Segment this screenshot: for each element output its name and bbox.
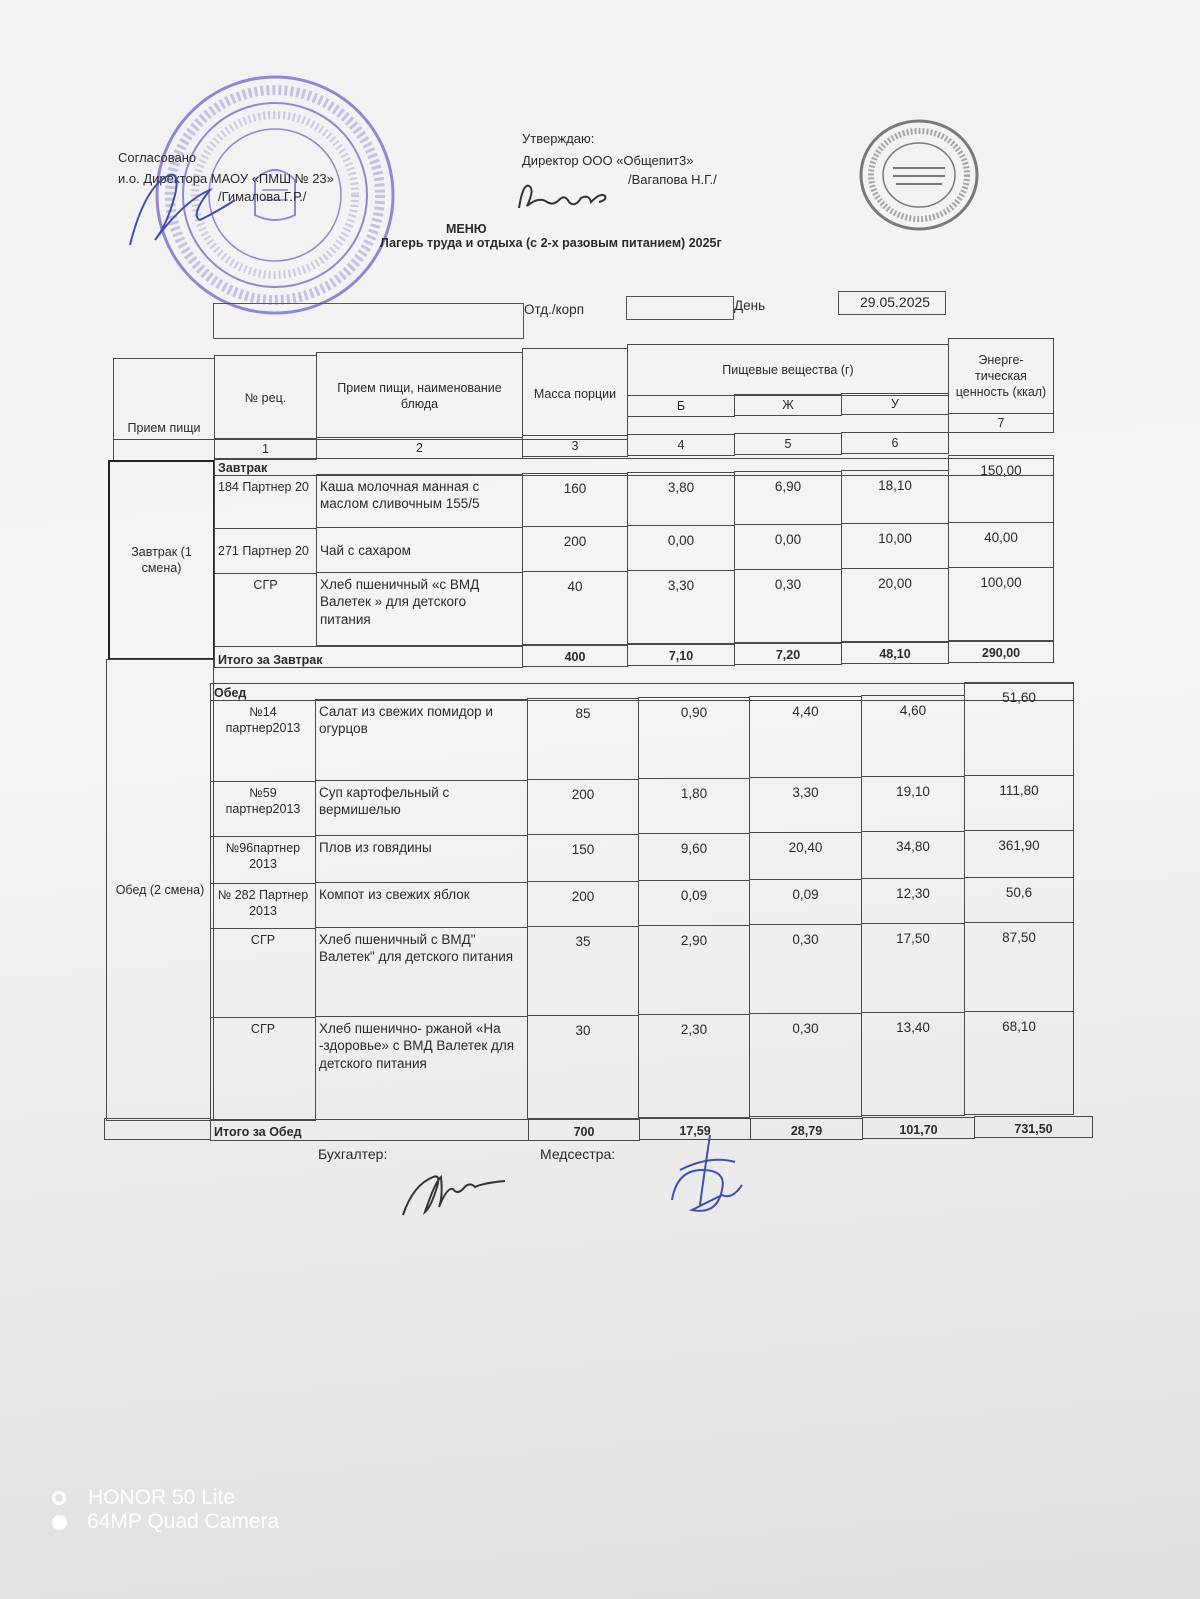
- camera-watermark: [52, 1486, 279, 1534]
- breakfast-total-u: 48,10: [841, 642, 949, 664]
- lunch-row-4-e: 50,6: [964, 877, 1074, 923]
- header-meal: Прием пищи: [113, 358, 215, 440]
- lunch-row-5-zh: 0,30: [749, 924, 862, 1014]
- lunch-row-2-e: 111,80: [964, 775, 1074, 831]
- nurse-signature: [650, 1130, 780, 1220]
- lunch-row-5-mass: 35: [527, 926, 639, 1016]
- header-mass: Масса порции: [522, 348, 628, 440]
- lunch-row-3-mass: 150: [527, 834, 639, 882]
- breakfast-row-2-e: 40,00: [948, 522, 1054, 568]
- header-nutrients: Пищевые вещества (г): [627, 344, 949, 396]
- breakfast-row-3-b: 3,30: [627, 570, 735, 644]
- lunch-row-6-mass: 30: [527, 1015, 639, 1119]
- breakfast-row-3-u: 20,00: [841, 568, 949, 642]
- approve-position: Директор ООО «Общепит3»: [522, 153, 694, 168]
- lunch-row-1-dish: Салат из свежих помидор и огурцов: [315, 699, 528, 781]
- menu-subtitle: Лагерь труда и отдыха (с 2-х разовым питанием) 2025г: [380, 236, 722, 250]
- lunch-row-2-zh: 3,30: [749, 777, 862, 833]
- accountant-signature: [395, 1165, 535, 1225]
- col-number-3: 3: [522, 435, 628, 457]
- lunch-total-label: Итого за Обед: [210, 1119, 529, 1141]
- lunch-row-3-u: 34,80: [861, 831, 965, 879]
- header-energy: Энерге- тическая ценность (ккал): [948, 338, 1054, 414]
- lunch-row-2-u: 19,10: [861, 776, 965, 832]
- ring-icon: [52, 1491, 66, 1505]
- breakfast-total-zh: 7,20: [734, 643, 842, 665]
- breakfast-row-2-rec: 271 Партнер 20: [214, 528, 317, 574]
- agreed-name: /Гималова Г.Р./: [218, 189, 307, 204]
- col-number-blank: [113, 439, 215, 461]
- lunch-row-6-zh: 0,30: [749, 1013, 862, 1117]
- header-b: Б: [627, 395, 735, 417]
- lunch-row-3-b: 9,60: [638, 833, 750, 881]
- lunch-row-1-rec: №14 партнер2013: [210, 700, 316, 782]
- lunch-row-4-b: 0,09: [638, 880, 750, 926]
- dept-field-box: [626, 296, 734, 320]
- manager-signature: [514, 178, 624, 218]
- breakfast-row-1-dish: Каша молочная манная с маслом сливочным 155/5: [316, 474, 523, 528]
- breakfast-meal-label: Завтрак (1 смена): [108, 460, 215, 660]
- breakfast-total-mass: 400: [522, 645, 628, 667]
- lunch-row-6-rec: СГР: [210, 1017, 316, 1121]
- nurse-label: Медсестра:: [540, 1146, 616, 1162]
- breakfast-row-1-zh: 6,90: [734, 471, 842, 525]
- breakfast-row-1-mass: 160: [522, 473, 628, 527]
- approve-name: /Вагапова Н.Г./: [628, 172, 717, 187]
- breakfast-row-3-e: 100,00: [948, 567, 1054, 641]
- lunch-row-5-dish: Хлеб пшеничный с ВМД" Валетек" для детского питания: [315, 927, 528, 1017]
- breakfast-total-label: Итого за Завтрак: [214, 646, 523, 668]
- name-field-box: [213, 303, 524, 339]
- breakfast-row-2-zh: 0,00: [734, 524, 842, 570]
- lunch-row-5-rec: СГР: [210, 928, 316, 1018]
- approve-label: Утверждаю:: [522, 131, 595, 146]
- lunch-row-1-b: 0,90: [638, 697, 750, 779]
- lunch-row-2-dish: Суп картофельный с вермишелью: [315, 780, 528, 836]
- lunch-row-6-u: 13,40: [861, 1012, 965, 1116]
- lunch-row-1-u: 4,60: [861, 695, 965, 777]
- lunch-meal-label: Обед (2 смена): [106, 659, 214, 1121]
- breakfast-row-2-u: 10,00: [841, 523, 949, 569]
- camera-model: HONOR 50 Lite: [88, 1486, 236, 1509]
- lunch-row-3-e: 361,90: [964, 830, 1074, 878]
- col-number-2: 2: [316, 437, 523, 459]
- lunch-total-e: 731,50: [974, 1116, 1093, 1138]
- lunch-total-blank: [104, 1118, 211, 1140]
- lunch-row-1-e: 51,60: [964, 682, 1074, 776]
- breakfast-section: Завтрак: [214, 458, 1054, 476]
- breakfast-total-e: 290,00: [948, 641, 1054, 663]
- header-dish: Прием пищи, наименование блюда: [316, 352, 523, 440]
- col-number-7: 7: [948, 413, 1054, 433]
- lunch-row-5-b: 2,90: [638, 925, 750, 1015]
- lunch-row-4-u: 12,30: [861, 878, 965, 924]
- breakfast-row-3-dish: Хлеб пшеничный «с ВМД Валетек » для детского питания: [316, 572, 523, 646]
- lunch-row-2-rec: №59 партнер2013: [210, 781, 316, 837]
- lunch-row-4-zh: 0,09: [749, 879, 862, 925]
- col-number-4: 4: [627, 434, 735, 456]
- header-zh: Ж: [734, 394, 842, 416]
- camera-spec-line: [52, 1510, 279, 1534]
- camera-model-line: [52, 1486, 279, 1510]
- camera-spec: 64MP Quad Camera: [87, 1510, 280, 1533]
- lunch-row-3-zh: 20,40: [749, 832, 862, 880]
- lunch-row-4-dish: Компот из свежих яблок: [315, 882, 528, 928]
- dot-icon: [52, 1515, 67, 1530]
- header-u: У: [841, 393, 949, 415]
- lunch-total-zh: 28,79: [750, 1118, 863, 1140]
- lunch-row-1-mass: 85: [527, 698, 639, 780]
- menu-title: МЕНЮ: [446, 222, 487, 236]
- breakfast-total-b: 7,10: [627, 644, 735, 666]
- lunch-row-2-b: 1,80: [638, 778, 750, 834]
- lunch-row-4-rec: № 282 Партнер 2013: [210, 883, 316, 929]
- breakfast-row-3-rec: СГР: [214, 573, 317, 647]
- lunch-row-5-e: 87,50: [964, 922, 1074, 1012]
- lunch-row-6-dish: Хлеб пшенично- ржаной «На -здоровье» с ВМД Валетек для детского питания: [315, 1016, 528, 1120]
- company-stamp: [858, 118, 980, 233]
- lunch-row-4-mass: 200: [527, 881, 639, 927]
- lunch-row-6-b: 2,30: [638, 1014, 750, 1118]
- lunch-row-2-mass: 200: [527, 779, 639, 835]
- lunch-total-b: 17,59: [639, 1118, 751, 1140]
- lunch-row-1-zh: 4,40: [749, 696, 862, 778]
- breakfast-row-2-b: 0,00: [627, 525, 735, 571]
- director-signature: [120, 160, 240, 260]
- lunch-total-mass: 700: [528, 1119, 640, 1141]
- col-number-5: 5: [734, 433, 842, 455]
- agreed-position: и.о. Директора МАОУ «ПМШ № 23»: [118, 171, 334, 186]
- accountant-label: Бухгалтер:: [318, 1146, 388, 1162]
- breakfast-row-1-u: 18,10: [841, 470, 949, 524]
- header-rec: № рец.: [214, 355, 317, 440]
- breakfast-row-1-rec: 184 Партнер 20: [214, 475, 317, 529]
- breakfast-row-1-e: 150,00: [948, 455, 1054, 523]
- lunch-row-3-rec: №96партнер 2013: [210, 836, 316, 884]
- lunch-row-5-u: 17,50: [861, 923, 965, 1013]
- breakfast-row-2-mass: 200: [522, 526, 628, 572]
- date-value: 29.05.2025: [860, 294, 931, 310]
- lunch-row-3-dish: Плов из говядины: [315, 835, 528, 883]
- breakfast-row-2-dish: Чай с сахаром: [316, 527, 523, 573]
- agreed-label: Согласовано: [118, 150, 197, 165]
- lunch-section: Обед: [210, 683, 1074, 701]
- day-label: День: [734, 298, 766, 313]
- breakfast-row-1-b: 3,80: [627, 472, 735, 526]
- col-number-1: 1: [214, 438, 317, 460]
- col-number-6: 6: [841, 432, 949, 454]
- lunch-total-u: 101,70: [862, 1117, 975, 1139]
- breakfast-row-3-mass: 40: [522, 571, 628, 645]
- breakfast-row-3-zh: 0,30: [734, 569, 842, 643]
- lunch-row-6-e: 68,10: [964, 1011, 1074, 1115]
- dept-label: Отд./корп: [524, 302, 584, 317]
